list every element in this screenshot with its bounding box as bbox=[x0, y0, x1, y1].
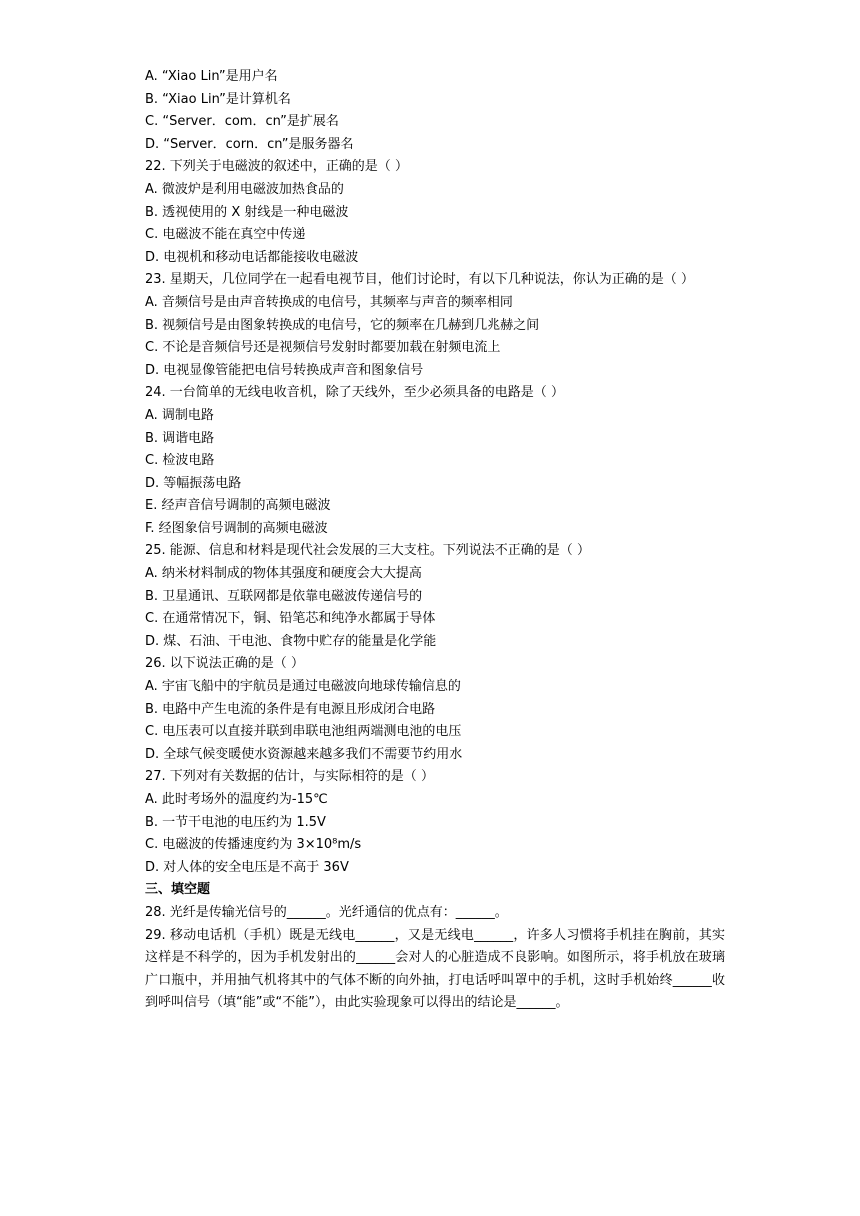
text-line: B. 视频信号是由图象转换成的电信号，它的频率在几赫到几兆赫之间 bbox=[145, 317, 540, 333]
text-line: A. “Xiao Lin”是用户名 bbox=[145, 69, 278, 84]
text-line: D. 电视显像管能把电信号转换成声音和图象信号 bbox=[145, 362, 424, 378]
text-line: A. 纳米材料制成的物体其强度和硬度会大大提高 bbox=[145, 566, 422, 582]
text-line: A. 宇宙飞船中的宇航员是通过电磁波向地球传输信息的 bbox=[145, 679, 461, 695]
text-line: A. 微波炉是利用电磁波加热食品的 bbox=[145, 181, 344, 197]
text-line: F. 经图象信号调制的高频电磁波 bbox=[145, 520, 328, 536]
text-line: D. 等幅振荡电路 bbox=[145, 475, 242, 491]
text-line: B. “Xiao Lin”是计算机名 bbox=[145, 91, 291, 107]
text-line: D. 煤、石油、干电池、食物中贮存的能量是化学能 bbox=[145, 633, 437, 649]
text-line: 28. 光纤是传输光信号的______。光纤通信的优点有：______。 bbox=[145, 904, 508, 920]
text-line: 27. 下列对有关数据的估计，与实际相符的是（ ） bbox=[145, 769, 434, 785]
text-line: C. 检波电路 bbox=[145, 453, 215, 469]
text-line: B. 调谐电路 bbox=[145, 430, 215, 446]
text-line: B. 透视使用的 X 射线是一种电磁波 bbox=[145, 204, 349, 220]
text-line: D. “Server．corn．cn”是服务器名 bbox=[145, 136, 354, 152]
text-line: C. 电磁波的传播速度约为 3×10⁸m/s bbox=[145, 837, 362, 853]
text-line: C. 在通常情况下，铜、铅笔芯和纯净水都属于导体 bbox=[145, 611, 436, 627]
text-line: C. 电磁波不能在真空中传递 bbox=[145, 227, 306, 243]
document-page bbox=[145, 66, 725, 1015]
text-line: D. 对人体的安全电压是不高于 36V bbox=[145, 859, 349, 875]
text-line: B. 一节干电池的电压约为 1.5V bbox=[145, 814, 326, 830]
text-line: 29. 移动电话机（手机）既是无线电______，又是无线电______，许多人习惯将手机挂在胸前，其实这样是不科学的，因为手机发射出的______会对人的心脏造成不良影响。如图所示，将手机放在玻璃广口瓶中，并用抽气机将其中的气体不断的向外抽，打电话呼叫罩中的手机，这时手机始终______收到呼叫信号（填“能”或“不能”），由此实验现象可以得出的结论是______。 bbox=[145, 927, 725, 1011]
text-line: D. 电视机和移动电话都能接收电磁波 bbox=[145, 249, 359, 265]
text-line: 26. 以下说法正确的是（ ） bbox=[145, 656, 304, 672]
text-line: 24. 一台简单的无线电收音机，除了天线外，至少必须具备的电路是（ ） bbox=[145, 385, 564, 401]
text-line: C. 电压表可以直接并联到串联电池组两端测电池的电压 bbox=[145, 724, 462, 740]
text-line: C. “Server．com．cn”是扩展名 bbox=[145, 114, 339, 130]
text-line: B. 电路中产生电流的条件是有电源且形成闭合电路 bbox=[145, 701, 436, 717]
text-line: A. 音频信号是由声音转换成的电信号，其频率与声音的频率相同 bbox=[145, 294, 513, 310]
text-line: B. 卫星通讯、互联网都是依靠电磁波传递信号的 bbox=[145, 588, 423, 604]
text-line: A. 调制电路 bbox=[145, 407, 214, 423]
text-line: A. 此时考场外的温度约为-15℃ bbox=[145, 792, 328, 807]
text-line: E. 经声音信号调制的高频电磁波 bbox=[145, 498, 331, 514]
text-line: 22. 下列关于电磁波的叙述中，正确的是（ ） bbox=[145, 159, 408, 175]
text-line: C. 不论是音频信号还是视频信号发射时都要加载在射频电流上 bbox=[145, 340, 501, 356]
text-line: 23. 星期天，几位同学在一起看电视节目，他们讨论时，有以下几种说法，你认为正确的是（ ） bbox=[145, 272, 694, 288]
section-heading: 三、填空题 bbox=[145, 882, 211, 898]
text-line: D. 全球气候变暖使水资源越来越多我们不需要节约用水 bbox=[145, 746, 463, 762]
text-line: 25. 能源、信息和材料是现代社会发展的三大支柱。下列说法不正确的是（ ） bbox=[145, 543, 590, 559]
